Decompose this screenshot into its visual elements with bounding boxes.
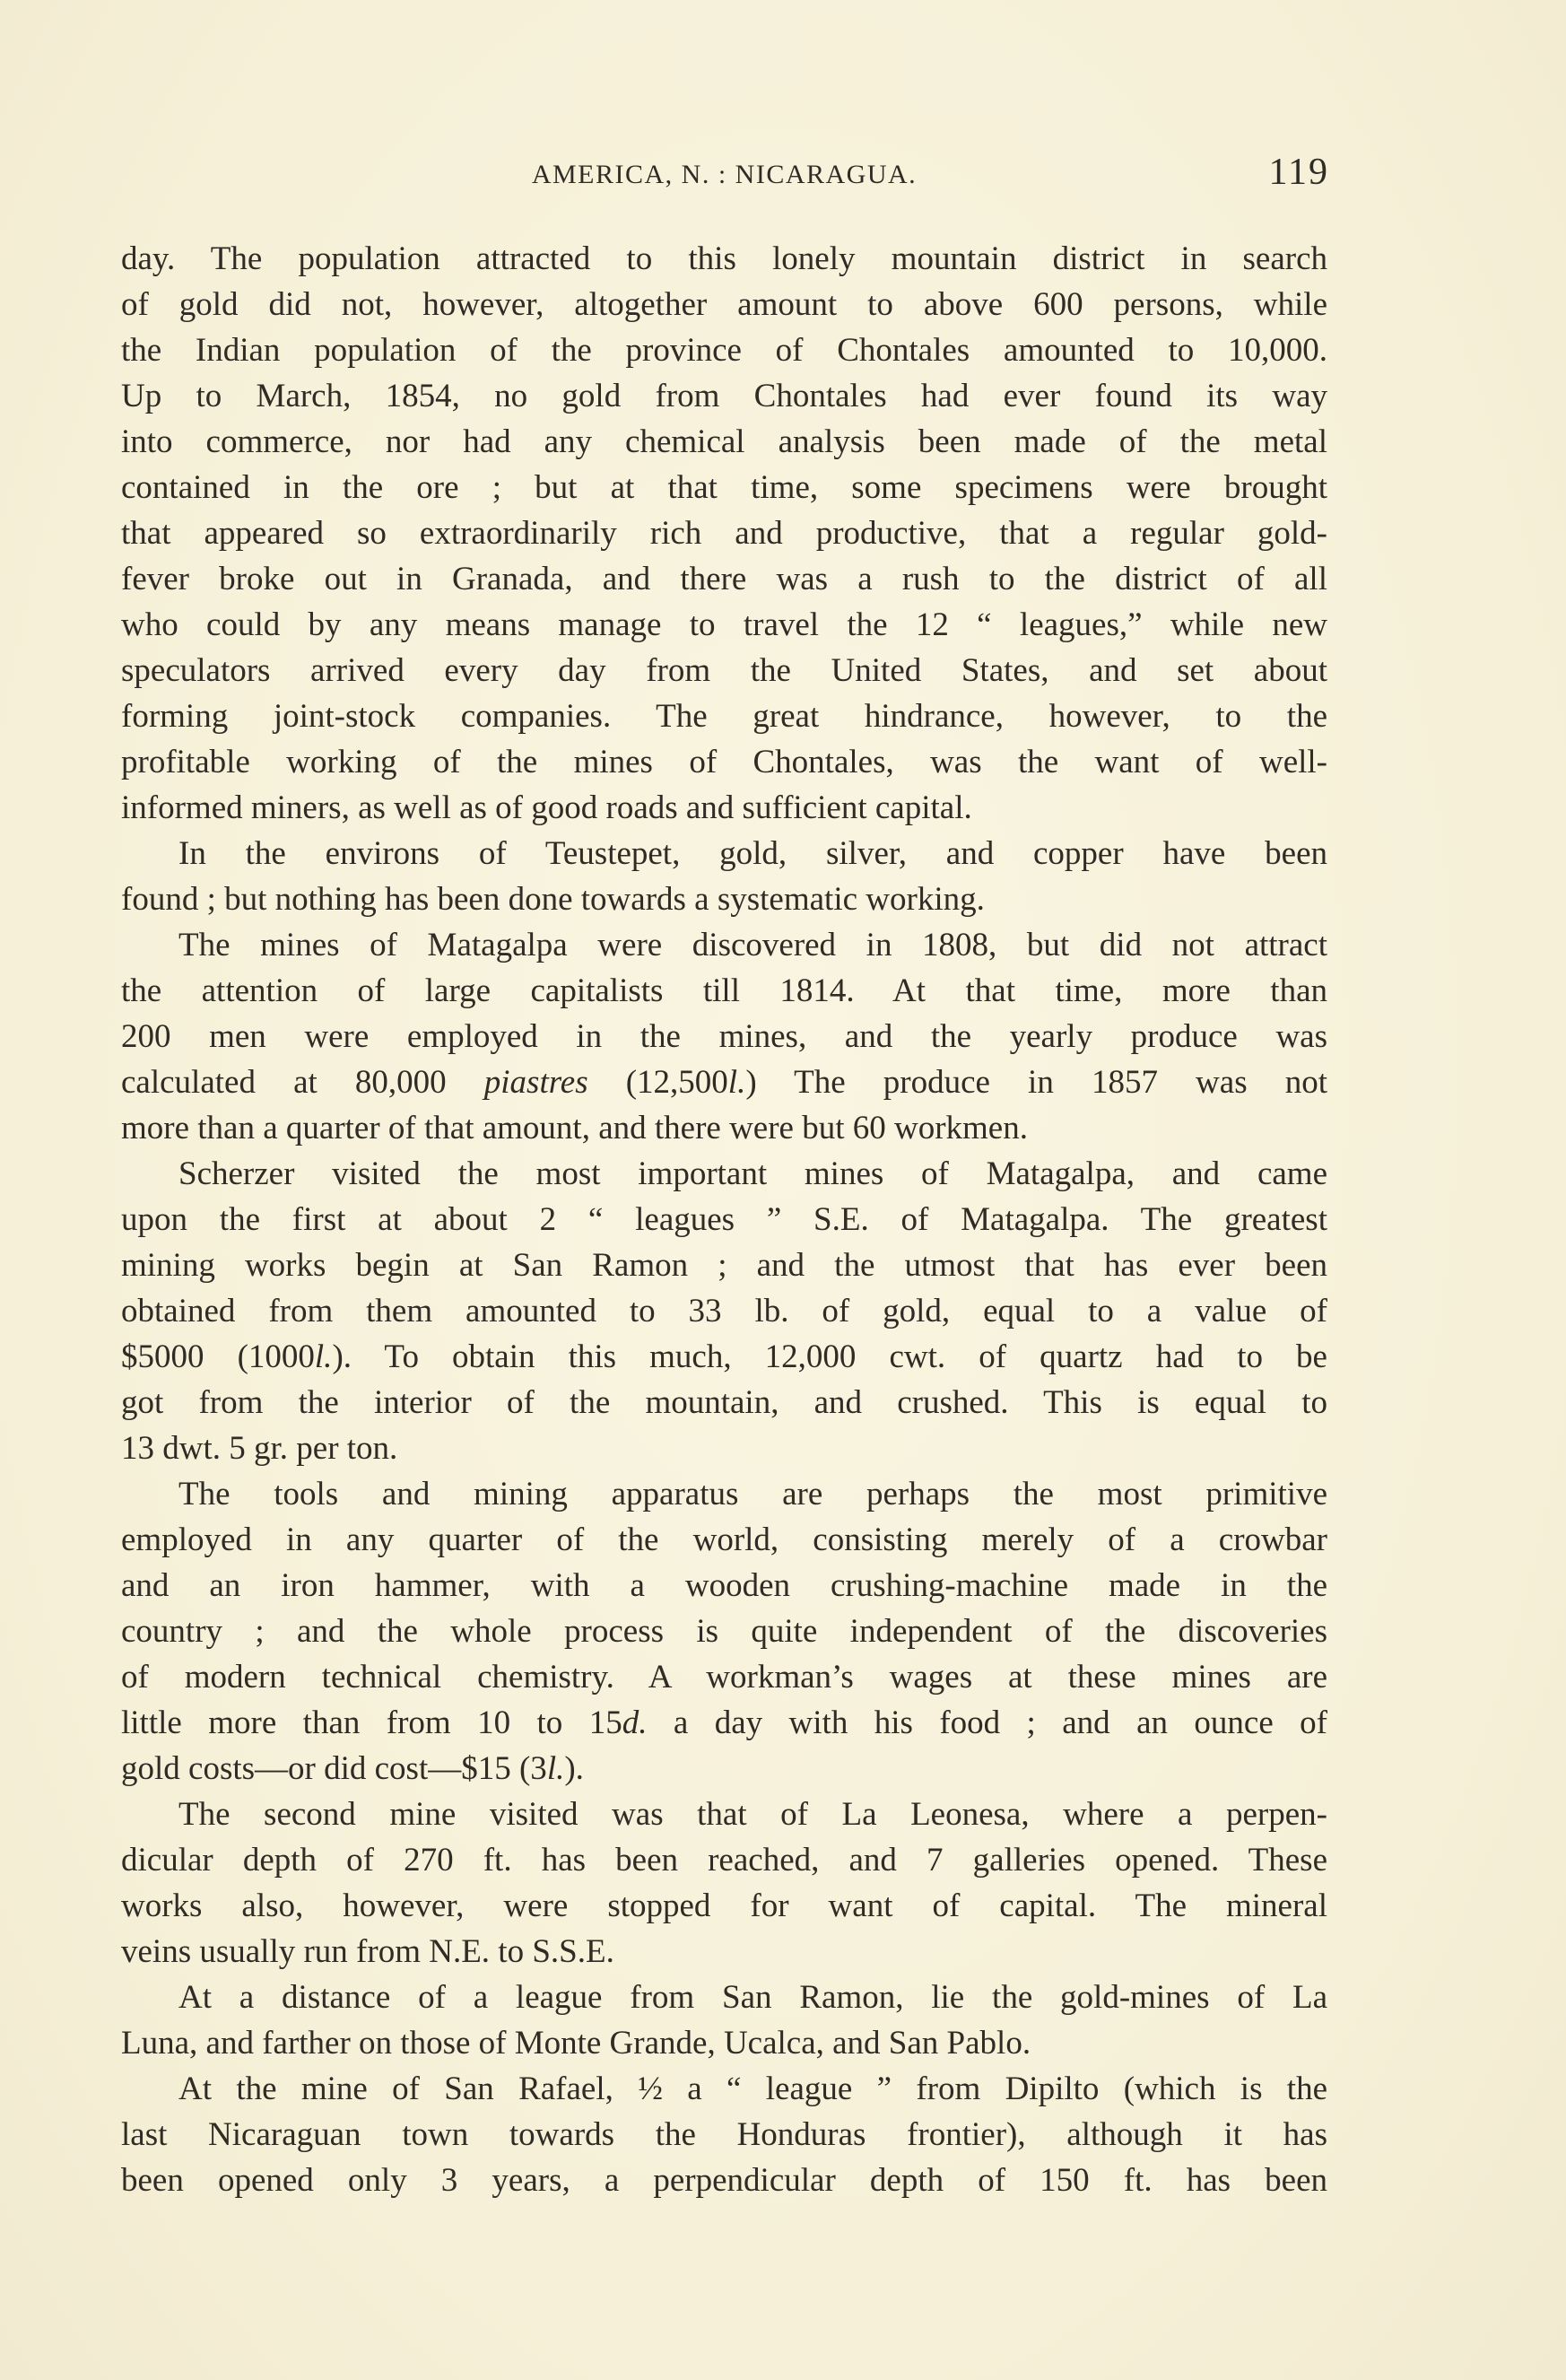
text-segment: last Nicaraguan town towards the Honduras frontier), although it has (121, 2116, 1327, 2153)
text-line (121, 1471, 1327, 1517)
text-line (121, 831, 1327, 876)
paragraph (121, 831, 1327, 922)
text-segment: At the mine of San Rafael, ½ a “ league ” from Dipilto (which is the (178, 2071, 1327, 2107)
text-line (121, 510, 1327, 556)
text-segment: fever broke out in Granada, and there was a rush to the district of all (121, 561, 1327, 597)
text-line (121, 1700, 1327, 1746)
text-segment: the attention of large capitalists till 1814. At that time, more than (121, 972, 1327, 1009)
text-line (121, 739, 1327, 785)
text-line (121, 1654, 1327, 1700)
text-segment: into commerce, nor had any chemical analysis been made of the metal (121, 423, 1327, 460)
text-segment: veins usually run from N.E. to S.S.E. (121, 1933, 614, 1970)
text-segment: profitable working of the mines of Chontales, was the want of well- (121, 744, 1327, 780)
text-segment: Luna, and farther on those of Monte Grande, Ucalca, and San Pablo. (121, 2025, 1031, 2062)
text-segment: informed miners, as well as of good roads and sufficient capital. (121, 789, 972, 826)
text-line (121, 1792, 1327, 1837)
text-line (121, 922, 1327, 968)
text-segment: the Indian population of the province of Chontales amounted to 10,000. (121, 332, 1327, 369)
text-line (121, 419, 1327, 465)
text-line (121, 1929, 1327, 1975)
text-segment: of gold did not, however, altogether amount to above 600 persons, while (121, 286, 1327, 323)
text-segment: and an iron hammer, with a wooden crushing-machine made in the (121, 1567, 1327, 1604)
text-line (121, 1608, 1327, 1654)
text-segment: found ; but nothing has been done towards a systematic working. (121, 881, 985, 918)
paragraph (121, 1471, 1327, 1792)
text-segment: ). (564, 1750, 584, 1787)
text-segment: Up to March, 1854, no gold from Chontales had ever found its way (121, 378, 1327, 414)
text-segment: The tools and mining apparatus are perhaps the most primitive (178, 1476, 1327, 1513)
text-segment: In the environs of Teustepet, gold, silver, and copper have been (178, 835, 1327, 872)
text-line (121, 236, 1327, 282)
text-line (121, 1151, 1327, 1197)
text-segment: 13 dwt. 5 gr. per ton. (121, 1430, 398, 1467)
italic-text-segment: d. (622, 1704, 648, 1741)
text-line (121, 2112, 1327, 2158)
text-line (121, 1242, 1327, 1288)
paragraph (121, 922, 1327, 1151)
text-segment: a day with his food ; and an ounce of (647, 1704, 1327, 1741)
text-segment: more than a quarter of that amount, and there were but 60 workmen. (121, 1110, 1028, 1146)
text-line (121, 1197, 1327, 1242)
text-line (121, 465, 1327, 510)
text-line (121, 1288, 1327, 1334)
text-line (121, 1059, 1327, 1105)
text-line (121, 1837, 1327, 1883)
text-line (121, 968, 1327, 1014)
text-line (121, 1563, 1327, 1608)
text-line (121, 1105, 1327, 1151)
text-segment: day. The population attracted to this lonely mountain district in search (121, 240, 1327, 277)
text-segment: country ; and the whole process is quite independent of the discoveries (121, 1613, 1327, 1650)
italic-text-segment: l. (546, 1750, 565, 1787)
italic-text-segment: l. (727, 1064, 746, 1101)
italic-text-segment: l. (314, 1338, 333, 1375)
text-segment: mining works begin at San Ramon ; and the utmost that has ever been (121, 1247, 1327, 1284)
paragraph (121, 236, 1327, 831)
text-segment: speculators arrived every day from the United States, and set about (121, 652, 1327, 689)
text-segment: upon the first at about 2 “ leagues ” S.E. of Matagalpa. The greatest (121, 1201, 1327, 1238)
text-segment: Scherzer visited the most important mines of Matagalpa, and came (178, 1155, 1327, 1192)
text-segment: works also, however, were stopped for want of capital. The mineral (121, 1887, 1327, 1924)
paragraph (121, 2066, 1327, 2203)
paragraph (121, 1151, 1327, 1471)
text-segment: calculated at 80,000 (121, 1064, 484, 1101)
text-line (121, 556, 1327, 602)
text-line (121, 1014, 1327, 1059)
text-segment: obtained from them amounted to 33 lb. of gold, equal to a value of (121, 1293, 1327, 1329)
text-segment: little more than from 10 to 15 (121, 1704, 622, 1741)
paragraph (121, 1975, 1327, 2066)
text-segment: At a distance of a league from San Ramon, lie the gold-mines of La (178, 1979, 1327, 2016)
italic-text-segment: piastres (483, 1064, 588, 1101)
text-segment: forming joint-stock companies. The great hindrance, however, to the (121, 698, 1327, 735)
text-segment: 200 men were employed in the mines, and the yearly produce was (121, 1018, 1327, 1055)
text-segment: been opened only 3 years, a perpendicular depth of 150 ft. has been (121, 2162, 1327, 2199)
text-segment: dicular depth of 270 ft. has been reached, and 7 galleries opened. These (121, 1842, 1327, 1879)
text-segment: contained in the ore ; but at that time, some specimens were brought (121, 469, 1327, 506)
text-segment: got from the interior of the mountain, and crushed. This is equal to (121, 1384, 1327, 1421)
text-segment: of modern technical chemistry. A workman’s wages at these mines are (121, 1659, 1327, 1696)
text-line (121, 327, 1327, 373)
text-line (121, 1334, 1327, 1380)
text-line (121, 785, 1327, 831)
text-segment: The second mine visited was that of La Leonesa, where a perpen- (178, 1796, 1327, 1833)
text-segment: ). To obtain this much, 12,000 cwt. of quartz had to be (332, 1338, 1327, 1375)
text-line (121, 1380, 1327, 1425)
text-segment: The mines of Matagalpa were discovered in 1808, but did not attract (178, 927, 1327, 963)
page-number: 119 (1268, 152, 1329, 193)
text-line (121, 2158, 1327, 2203)
text-segment: ) The produce in 1857 was not (745, 1064, 1328, 1101)
text-segment: (12,500 (587, 1064, 728, 1101)
text-segment: gold costs—or did cost—$15 (3 (121, 1750, 547, 1787)
text-line (121, 1425, 1327, 1471)
text-line (121, 2020, 1327, 2066)
text-line (121, 876, 1327, 922)
text-segment: that appeared so extraordinarily rich and productive, that a regular gold- (121, 515, 1327, 552)
text-line (121, 282, 1327, 327)
text-line (121, 693, 1327, 739)
body-text (121, 236, 1327, 2203)
text-line (121, 1975, 1327, 2020)
text-segment: $5000 (1000 (121, 1338, 315, 1375)
text-segment: who could by any means manage to travel the 12 “ leagues,” while new (121, 606, 1327, 643)
text-line (121, 1517, 1327, 1563)
text-segment: employed in any quarter of the world, consisting merely of a crowbar (121, 1521, 1327, 1558)
running-head: AMERICA, N. : NICARAGUA. (531, 160, 918, 189)
text-line (121, 1883, 1327, 1929)
paragraph (121, 1792, 1327, 1975)
text-line (121, 602, 1327, 648)
text-line (121, 373, 1327, 419)
text-line (121, 648, 1327, 693)
text-line (121, 1746, 1327, 1792)
text-line (121, 2066, 1327, 2112)
